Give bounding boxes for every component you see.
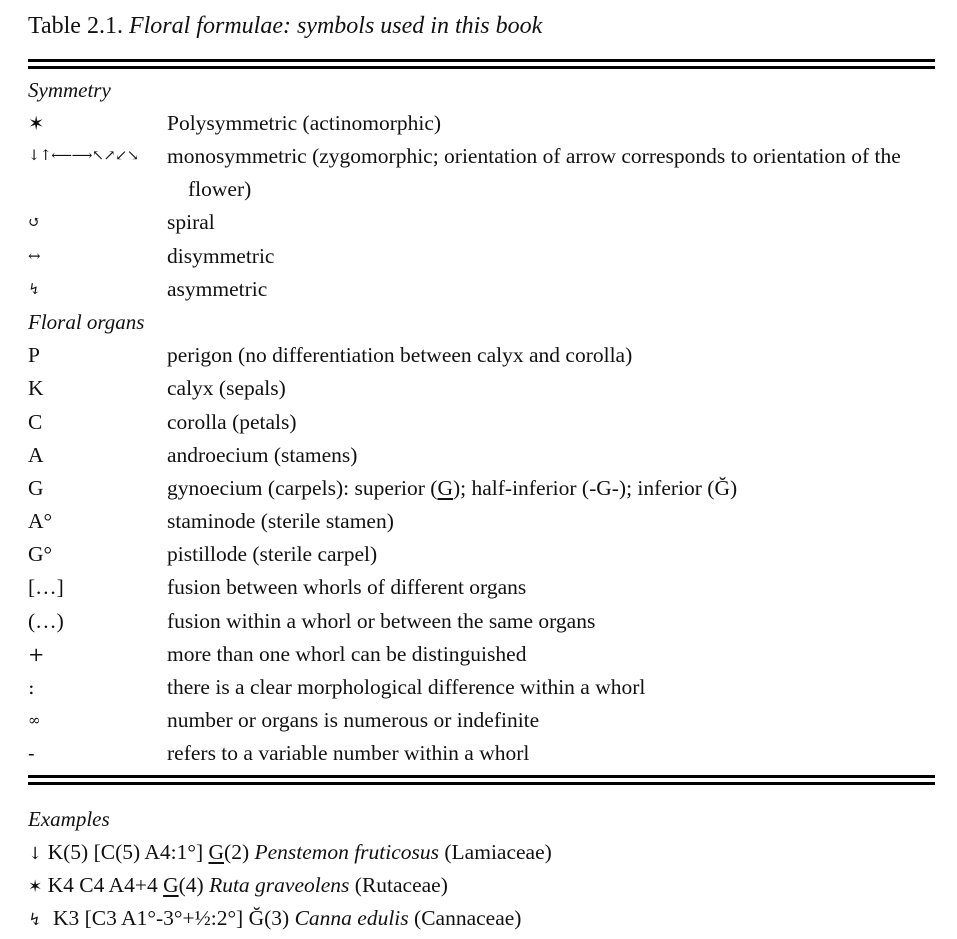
table-row <box>28 240 938 273</box>
row-description: monosymmetric (zygomorphic; orientation of arrow corresponds to orientation of the flower) <box>167 144 901 202</box>
row-symbol: G <box>28 475 44 500</box>
bottom-double-rule-upper <box>28 775 935 778</box>
table-row <box>28 406 938 439</box>
top-double-rule-lower <box>28 66 935 69</box>
table-row <box>28 372 938 405</box>
row-description: fusion within a whorl or between the same organs <box>167 608 596 633</box>
formula-text: (4) <box>178 873 210 897</box>
row-description: spiral <box>167 210 215 235</box>
row-description: Polysymmetric (actinomorphic) <box>167 111 442 136</box>
row-description: fusion between whorls of different organs <box>167 575 527 600</box>
zigzag-arrow-icon: ↯ <box>28 910 43 930</box>
table-row <box>28 439 938 472</box>
symbols-table <box>28 74 938 771</box>
star-icon: ✶ <box>28 877 43 897</box>
down-arrow-icon: ↓ <box>28 844 43 864</box>
row-symbol: P <box>28 343 40 368</box>
row-symbol: A° <box>28 509 53 534</box>
row-description: perigon (no differentiation between calyx and corolla) <box>167 343 633 368</box>
table-row <box>28 472 938 505</box>
formula-text: (3) <box>264 906 295 930</box>
inferior-ovary-symbol: Ğ <box>714 475 730 500</box>
table-caption <box>28 10 542 42</box>
spiral-arrow-icon: ↺ <box>28 213 41 232</box>
description-text: ) <box>729 475 738 500</box>
table-row <box>28 107 938 140</box>
infinity-icon: ∞ <box>28 711 41 730</box>
minus-icon: - <box>28 742 35 766</box>
description-text: ); half-inferior (-G-); inferior ( <box>452 475 715 500</box>
row-symbol: A <box>28 442 44 467</box>
colon-icon: : <box>28 676 35 699</box>
table-row <box>28 538 938 571</box>
row-description: asymmetric <box>167 276 268 301</box>
formula-text: K4 C4 A4+4 <box>42 873 164 897</box>
double-arrow-icon: ↔ <box>28 246 41 265</box>
species-name: Canna edulis <box>294 906 409 930</box>
superior-ovary-symbol: G <box>163 873 179 897</box>
table-row <box>28 704 938 737</box>
species-name: Penstemon fruticosus <box>254 840 440 864</box>
top-double-rule-upper <box>28 59 935 62</box>
table-row <box>28 737 938 770</box>
table-row <box>28 206 938 239</box>
row-description <box>167 472 957 505</box>
table-number: Table 2.1. <box>28 13 123 39</box>
table-row <box>28 605 938 638</box>
row-symbol: G° <box>28 542 53 567</box>
row-description: staminode (sterile stamen) <box>167 509 394 534</box>
section-heading-symmetry: Symmetry <box>28 78 111 102</box>
table-row <box>28 273 938 306</box>
table-row <box>28 638 938 671</box>
plus-icon: + <box>28 642 45 666</box>
bottom-double-rule-lower <box>28 782 935 785</box>
species-name: Ruta graveolens <box>209 873 350 897</box>
zigzag-arrow-icon: ↯ <box>28 279 41 298</box>
table-row <box>28 140 938 206</box>
row-description: pistillode (sterile carpel) <box>167 542 378 567</box>
row-description: androecium (stamens) <box>167 442 358 467</box>
table-row <box>28 571 938 604</box>
examples-heading: Examples <box>28 807 110 831</box>
row-symbol: K <box>28 376 44 401</box>
row-description: calyx (sepals) <box>167 376 286 401</box>
examples-section <box>28 803 938 935</box>
row-symbol: C <box>28 409 43 434</box>
formula-text: K(5) [C(5) A4:1°] <box>42 840 209 864</box>
table-title: Floral formulae: symbols used in this book <box>128 13 543 39</box>
superior-ovary-symbol: G <box>208 840 225 864</box>
superior-ovary-symbol: G <box>437 475 453 500</box>
section-heading-floral-organs: Floral organs <box>28 309 145 334</box>
row-symbol: […] <box>28 575 64 600</box>
formula-text: (2) <box>224 840 255 864</box>
row-description: number or organs is numerous or indefinite <box>167 708 540 733</box>
example-row <box>28 902 938 935</box>
description-text: gynoecium (carpels): superior ( <box>167 475 438 500</box>
family-name: (Rutaceae) <box>349 873 448 897</box>
inferior-ovary-symbol: Ğ <box>248 906 265 930</box>
family-name: (Cannaceae) <box>408 906 522 930</box>
row-description: corolla (petals) <box>167 409 297 434</box>
row-symbol: (…) <box>28 608 64 633</box>
formula-text: K3 [C3 A1°-3°+½:2°] <box>42 906 249 930</box>
example-row <box>28 869 938 902</box>
table-row <box>28 671 938 704</box>
row-description: disymmetric <box>167 243 275 268</box>
row-description: more than one whorl can be distinguished <box>167 641 527 666</box>
star-icon: ✶ <box>28 112 45 136</box>
table-row <box>28 505 938 538</box>
row-description: refers to a variable number within a whorl <box>167 741 530 766</box>
example-row <box>28 836 938 869</box>
table-row <box>28 339 938 372</box>
row-description: there is a clear morphological difference within a whorl <box>167 675 646 699</box>
family-name: (Lamiaceae) <box>439 840 552 864</box>
arrows-icon: ↓↑⟵⟶↖↗↙↘ <box>28 148 139 165</box>
